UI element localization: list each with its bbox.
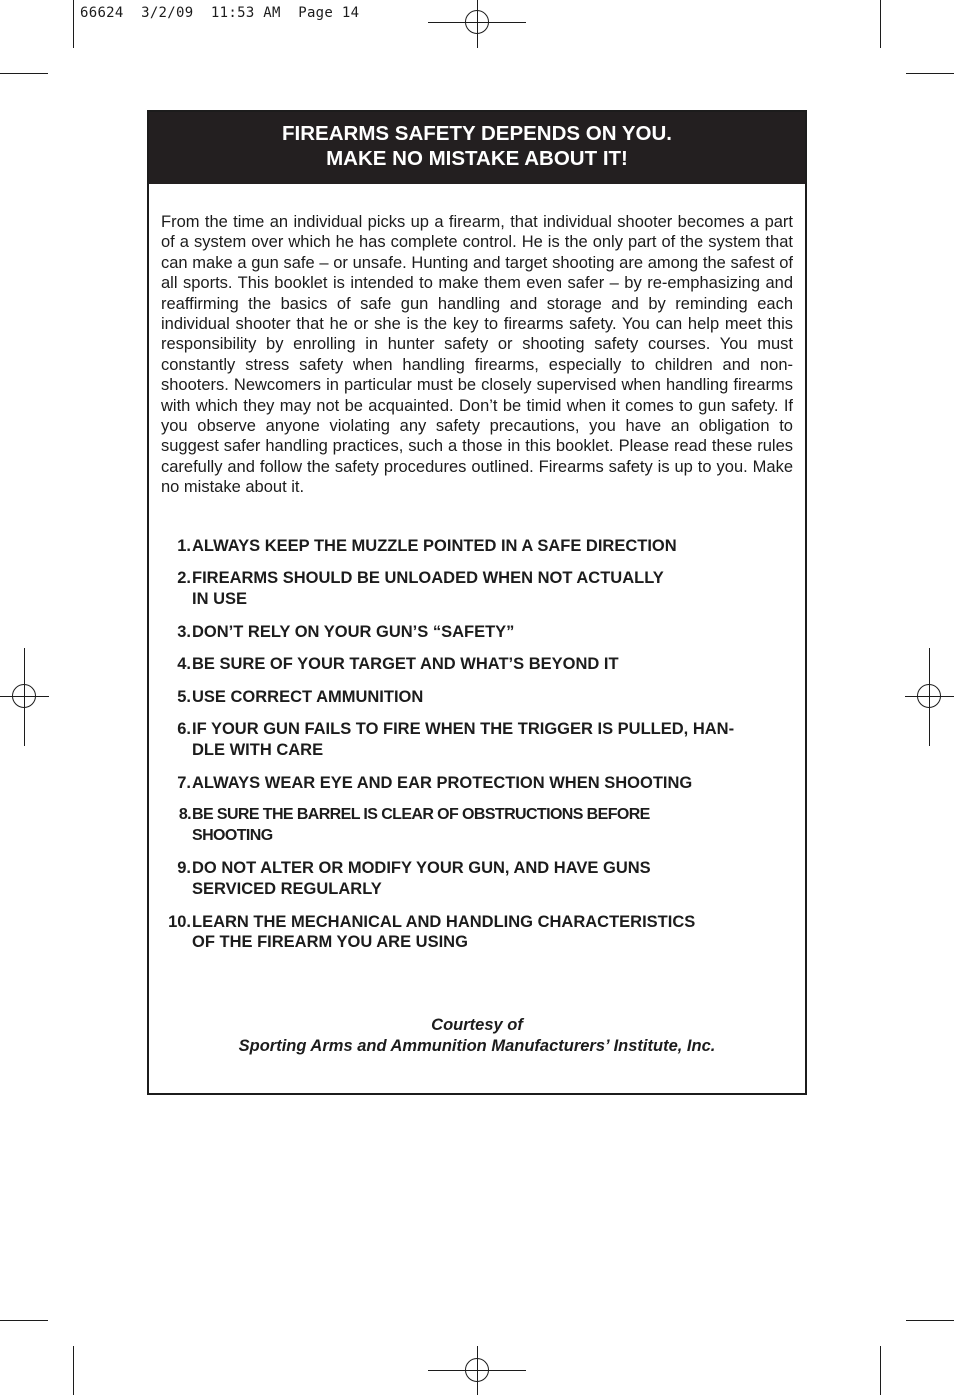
- crop-mark-bottom-right-vertical: [880, 1346, 881, 1395]
- credit-line-1: Courtesy of: [431, 1016, 523, 1034]
- rule-text: DO NOT ALTER OR MODIFY YOUR GUN, AND HAVE GUNS SERVICED REGULARLY: [192, 859, 651, 899]
- rule-text: FIREARMS SHOULD BE UNLOADED WHEN NOT ACTUALLY IN USE: [192, 569, 664, 609]
- rule-item: [161, 654, 797, 675]
- header-line-1: FIREARMS SAFETY DEPENDS ON YOU.: [282, 122, 672, 145]
- rule-number: 1.: [177, 537, 191, 555]
- rule-number: 10.: [168, 912, 191, 931]
- credit-line-2: Sporting Arms and Ammunition Manufacturers’ Institute, Inc.: [238, 1037, 716, 1055]
- crop-mark-bottom-left-vertical: [73, 1346, 74, 1395]
- rule-item: [161, 912, 797, 954]
- rule-text: IF YOUR GUN FAILS TO FIRE WHEN THE TRIGGER IS PULLED, HAN- DLE WITH CARE: [192, 720, 735, 760]
- safety-notice-box: [147, 110, 807, 1095]
- rule-text: ALWAYS WEAR EYE AND EAR PROTECTION WHEN SHOOTING: [192, 773, 693, 792]
- rule-item: [161, 719, 797, 761]
- credit-block: [149, 1015, 805, 1057]
- intro-paragraph: From the time an individual picks up a firearm, that individual shooter becomes a part of a system over which he has complete control. He is the only part of the system that can make a gun safe – or unsafe. Hunting and target shooting are among the safest of all sports. This booklet is intended to make them even safer – by re-emphasizing and reaffirming the basics of safe gun handling and storage and by reminding each individual shooter that he or she is the key to firearms safety. You can help meet this responsibility by enrolling in hunter safety or shooting safety courses. You must constantly stress safety when handling firearms, especially to children and non-shooters. Newcomers in particular must be closely supervised when handling firearms with which they may not be acquainted. Don’t be timid when it comes to gun safety. If you observe anyone violating any safety precautions, you have an obligation to suggest safer handling practices, such a those in this booklet. Please read these rules carefully and follow the safety procedures outlined. Firearms safety is up to you. Make no mistake about it.: [161, 213, 793, 497]
- rule-item: [161, 858, 797, 900]
- rule-item: [161, 805, 797, 847]
- crop-mark-top-left-horizontal: [0, 73, 48, 74]
- rule-item: [161, 622, 797, 643]
- rule-text: LEARN THE MECHANICAL AND HANDLING CHARACTERISTICS OF THE FIREARM YOU ARE USING: [192, 912, 696, 952]
- rule-text: BE SURE OF YOUR TARGET AND WHAT’S BEYOND IT: [192, 655, 619, 674]
- crop-mark-top-right-vertical: [880, 0, 881, 48]
- notice-header: [149, 112, 805, 184]
- rule-number: 5.: [177, 687, 191, 706]
- rule-text: ALWAYS KEEP THE MUZZLE POINTED IN A SAFE DIRECTION: [192, 537, 677, 555]
- rule-number: 4.: [177, 655, 191, 674]
- crop-mark-bottom-left-horizontal: [0, 1320, 48, 1321]
- header-line-2: MAKE NO MISTAKE ABOUT IT!: [326, 146, 628, 170]
- rule-number: 9.: [177, 859, 191, 878]
- rule-item: [161, 773, 797, 794]
- crop-mark-top-left-vertical: [73, 0, 74, 48]
- rule-number: 7.: [177, 773, 191, 792]
- rule-text: BE SURE THE BARREL IS CLEAR OF OBSTRUCTIONS BEFORE SHOOTING: [192, 805, 650, 844]
- crop-mark-bottom-right-horizontal: [906, 1320, 954, 1321]
- safety-rules-list: [161, 536, 797, 965]
- rule-number: 3.: [177, 622, 191, 641]
- rule-number: 8.: [178, 805, 191, 823]
- rule-item: [161, 568, 797, 610]
- printer-slug: 66624 3/2/09 11:53 AM Page 14: [80, 5, 360, 21]
- rule-text: DON’T RELY ON YOUR GUN’S “SAFETY”: [192, 622, 515, 641]
- crop-mark-top-right-horizontal: [906, 73, 954, 74]
- rule-item: [161, 536, 797, 557]
- rule-item: [161, 687, 797, 708]
- rule-text: USE CORRECT AMMUNITION: [192, 687, 424, 706]
- rule-number: 6.: [177, 720, 191, 739]
- rule-number: 2.: [177, 569, 191, 588]
